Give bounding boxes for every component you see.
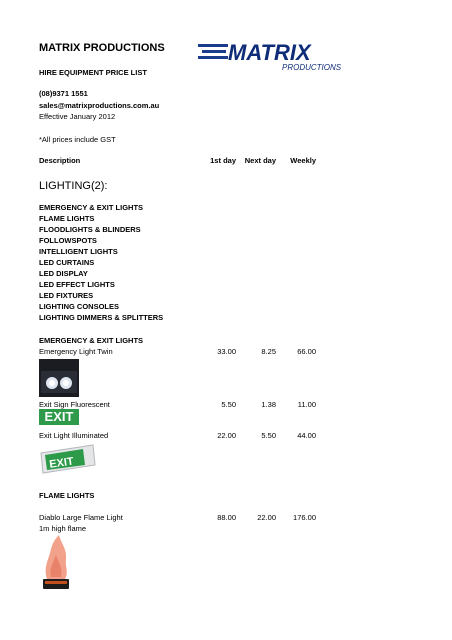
- category-item: LIGHTING CONSOLES: [39, 302, 120, 311]
- category-item: LED DISPLAY: [39, 269, 88, 278]
- col-description: Description: [39, 156, 81, 165]
- price-weekly: 176.00: [293, 513, 316, 522]
- col-next-day: Next day: [244, 156, 276, 165]
- price-weekly: 66.00: [297, 347, 316, 356]
- category-item: LIGHTING DIMMERS & SPLITTERS: [39, 313, 164, 322]
- logo-word: MATRIX: [228, 40, 311, 65]
- item-name: Emergency Light Twin: [39, 347, 113, 356]
- price-next-day: 8.25: [261, 347, 276, 356]
- price-weekly: 44.00: [297, 431, 316, 440]
- group-title: FLAME LIGHTS: [39, 491, 95, 500]
- logo-sub: PRODUCTIONS: [282, 63, 342, 72]
- price-1st-day: 22.00: [217, 431, 236, 440]
- category-item: INTELLIGENT LIGHTS: [39, 247, 118, 256]
- item-name: Diablo Large Flame Light: [39, 513, 123, 522]
- effective-date: Effective January 2012: [39, 112, 116, 121]
- price-1st-day: 5.50: [221, 400, 236, 409]
- matrix-logo: [198, 38, 346, 72]
- price-weekly: 11.00: [297, 400, 316, 409]
- category-item: FLOODLIGHTS & BLINDERS: [39, 225, 141, 234]
- group-title: EMERGENCY & EXIT LIGHTS: [39, 336, 144, 345]
- col-1st-day: 1st day: [210, 156, 236, 165]
- item-note: 1m high flame: [39, 524, 87, 533]
- category-item: FOLLOWSPOTS: [39, 236, 97, 245]
- item-name: Exit Light Illuminated: [39, 431, 109, 440]
- section-title: LIGHTING(2):: [39, 180, 108, 192]
- exit-light-text: EXIT: [48, 455, 75, 471]
- doc-title: HIRE EQUIPMENT PRICE LIST: [39, 68, 147, 77]
- category-item: LED FIXTURES: [39, 291, 94, 300]
- price-next-day: 1.38: [261, 400, 276, 409]
- price-next-day: 22.00: [257, 513, 276, 522]
- company-name: MATRIX PRODUCTIONS: [39, 42, 165, 54]
- exit-sign-text: EXIT: [44, 409, 74, 424]
- price-1st-day: 33.00: [217, 347, 236, 356]
- exit-light-photo: [39, 443, 97, 475]
- price-next-day: 5.50: [261, 431, 276, 440]
- phone: (08)9371 1551: [39, 89, 88, 98]
- price-1st-day: 88.00: [217, 513, 236, 522]
- category-item: LED CURTAINS: [39, 258, 95, 267]
- emergency-light-photo: [39, 359, 79, 397]
- category-item: FLAME LIGHTS: [39, 214, 95, 223]
- category-item: LED EFFECT LIGHTS: [39, 280, 115, 289]
- flame-light-photo: [39, 533, 73, 591]
- col-weekly: Weekly: [290, 156, 316, 165]
- exit-sign-photo: [39, 409, 79, 425]
- category-item: EMERGENCY & EXIT LIGHTS: [39, 203, 144, 212]
- gst-note: *All prices include GST: [39, 135, 116, 144]
- email: sales@matrixproductions.com.au: [39, 101, 160, 110]
- item-name: Exit Sign Fluorescent: [39, 400, 110, 409]
